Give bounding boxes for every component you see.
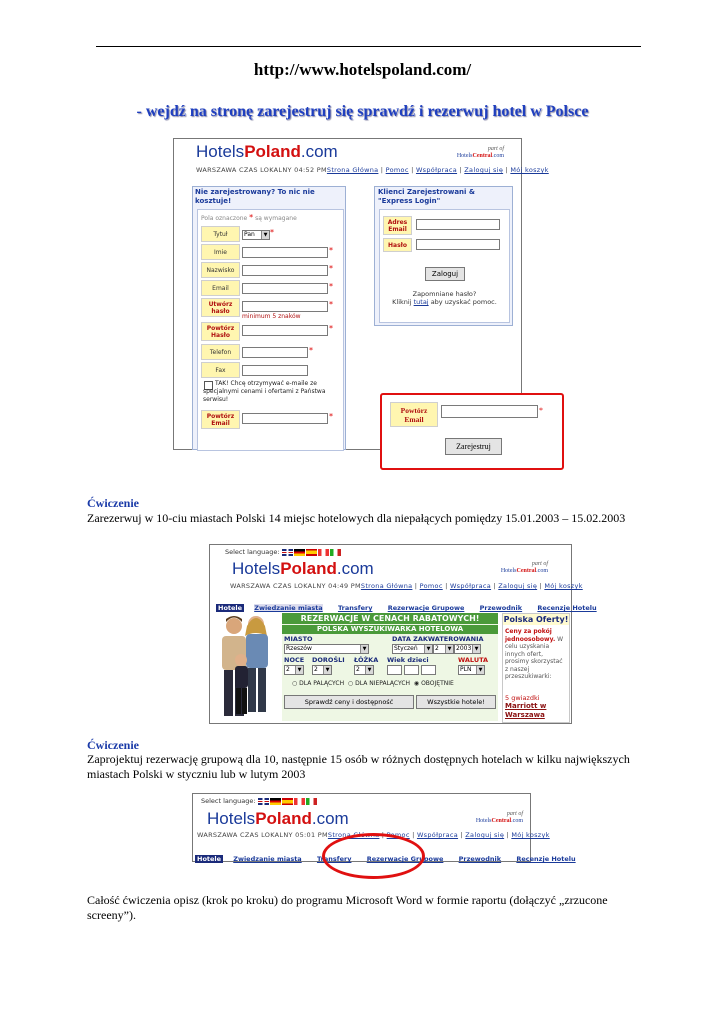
hc-hotels: Hotels — [456, 153, 473, 159]
tab-transfers[interactable]: Transfery — [316, 855, 352, 863]
hc-com: .com — [536, 568, 548, 574]
child-age-input-3[interactable] — [421, 665, 436, 675]
label-repeat-password: Powtórz Hasło — [201, 322, 240, 341]
logo-hotels: Hotels — [196, 142, 245, 161]
currency-label: WALUTA — [458, 656, 489, 664]
tab-group-bookings[interactable]: Rezerwacje Grupowe — [387, 604, 465, 612]
promo-stars: 5 gwiazdki — [505, 694, 540, 702]
label-email: Email — [201, 280, 240, 296]
final-line1: Całość ćwiczenia opisz (krok po kroku) do programu Microsoft Word w formie raportu (dołączyć „zrzucone — [87, 893, 608, 907]
nav-home[interactable]: Strona Główna — [327, 831, 380, 839]
exercise2-text — [87, 752, 647, 782]
nav-help[interactable]: Pomoc — [386, 831, 410, 839]
clock-time: 05:01 PM — [295, 831, 328, 839]
login-title-line2: "Express Login" — [378, 197, 441, 205]
french-flag-icon[interactable] — [294, 798, 305, 805]
children-age-label: Wiek dzieci — [387, 656, 429, 664]
required-star: * — [309, 346, 313, 355]
exercise1-text: Zarezerwuj w 10-ciu miastach Polski 14 miejsc hotelowych dla niepałących pomiędzy 15.01.2003 – 15.02.2003 — [87, 511, 626, 525]
partner-badge — [461, 811, 523, 825]
hc-central: Central — [491, 818, 512, 824]
radio-smokers-label: DLA PALĄCYCH — [299, 680, 345, 687]
currency-select[interactable]: PLN ▼ — [458, 665, 485, 675]
local-time-bar: WARSZAWA CZAS LOKALNY 04:52 PMStrona Główna | Pomoc | Współpraca | Zaloguj się | Mój koszyk — [196, 166, 549, 174]
promo-hotel-line2: Warszawa — [505, 711, 545, 719]
promo-hotel-link[interactable] — [505, 702, 546, 720]
tab-hotels[interactable]: Hotele — [197, 855, 222, 863]
radio-any-icon[interactable]: ◉ — [413, 680, 420, 687]
logo-com: .com — [300, 142, 338, 161]
zoom-repeat-email-input[interactable] — [441, 405, 538, 418]
day-select[interactable]: 2 ▼ — [433, 644, 454, 654]
required-note-prefix: Pola oznaczone — [201, 215, 248, 222]
password-hint: minimum 5 znaków — [242, 313, 301, 320]
final-line2: screeny”). — [87, 908, 136, 922]
logo-poland: Poland — [244, 142, 301, 161]
required-star: * — [329, 412, 333, 421]
title-select[interactable]: Pan ▼ — [242, 230, 270, 240]
exercise2-line2: miastach Polski w styczniu lub w lutym 2003 — [87, 767, 306, 781]
email-input[interactable] — [242, 283, 328, 294]
label-create-password: Utwórz hasło — [201, 298, 240, 317]
required-star: * — [329, 300, 333, 309]
french-flag-icon[interactable] — [318, 549, 329, 556]
forgot-suffix: aby uzyskać pomoc. — [430, 298, 497, 306]
logo-hotels: Hotels — [232, 559, 281, 578]
label-title: Tytuł — [201, 226, 240, 242]
register-title — [195, 188, 315, 206]
login-email-input[interactable] — [416, 219, 500, 230]
login-title — [378, 188, 475, 206]
label-last-name: Nazwisko — [201, 262, 240, 278]
tab-group-bookings[interactable]: Rezerwacje Grupowe — [366, 855, 444, 863]
adults-select[interactable]: 2 ▼ — [312, 665, 332, 675]
spanish-flag-icon[interactable] — [282, 798, 293, 805]
tab-reviews[interactable]: Recenzje Hotelu — [537, 604, 597, 612]
part-of-text: part of — [487, 146, 504, 152]
label-repeat-email: Powtórz Email — [201, 410, 240, 429]
select-language-label: Select language: — [201, 797, 256, 805]
family-photo — [212, 612, 278, 720]
required-note-suffix: są wymagane — [255, 215, 297, 222]
child-age-input-2[interactable] — [404, 665, 419, 675]
label-fax: Fax — [201, 362, 240, 378]
part-of-text: part of — [531, 561, 548, 567]
register-title-line1: Nie zarejestrowany? To nic nie — [195, 188, 315, 196]
language-bar — [225, 548, 342, 556]
clock-time: 04:49 PM — [328, 582, 361, 590]
promo-body: celu uzyskania innych ofert, prosimy skorzystać z naszej przeszukiwarki: — [505, 643, 563, 680]
logo-poland: Poland — [255, 809, 312, 828]
login-pane — [374, 186, 513, 326]
login-form — [379, 209, 510, 323]
hc-hotels: Hotels — [500, 568, 517, 574]
exercise1-heading: Ćwiczenie — [87, 496, 139, 510]
register-title-line2: kosztuje! — [195, 197, 232, 205]
tab-sightseeing[interactable]: Zwiedzanie miasta — [254, 604, 323, 612]
login-button[interactable]: Zaloguj — [425, 267, 465, 281]
month-select[interactable]: Styczeń ▼ — [392, 644, 433, 654]
search-panel — [282, 613, 498, 721]
label-login-password: Hasło — [383, 238, 412, 252]
zoom-callout — [380, 393, 564, 470]
exercise2-line1: Zaprojektuj rezerwację grupową dla 10, następnie 15 osób w różnych dostępnych hotelach w kilku największych — [87, 752, 630, 766]
tab-guide[interactable]: Przewodnik — [458, 855, 502, 863]
label-phone: Telefon — [201, 344, 240, 360]
login-password-input[interactable] — [416, 239, 500, 250]
nav-cart[interactable]: Mój koszyk — [544, 582, 583, 590]
password-input[interactable] — [242, 301, 328, 312]
repeat-password-input[interactable] — [242, 325, 328, 336]
check-prices-button[interactable]: Sprawdź ceny i dostępność — [284, 695, 414, 709]
highlight-ellipse — [322, 833, 425, 879]
nav-cart[interactable]: Mój koszyk — [511, 831, 550, 839]
nav-home[interactable]: Strona Główna — [360, 582, 413, 590]
year-select[interactable]: 2003 ▼ — [454, 644, 481, 654]
partner-badge — [444, 146, 504, 160]
tab-sightseeing[interactable]: Zwiedzanie miasta — [233, 855, 302, 863]
nav-cart[interactable]: Mój koszyk — [510, 166, 549, 174]
nav-login[interactable]: Zaloguj się — [464, 166, 504, 174]
top-rule — [96, 46, 641, 47]
language-bar — [201, 797, 318, 805]
promo-w: W — [557, 635, 564, 643]
checkin-label: DATA ZAKWATEROWANIA — [392, 635, 484, 643]
phone-input[interactable] — [242, 347, 308, 358]
nav-home[interactable]: Strona Główna — [326, 166, 379, 174]
forgot-prefix: Kliknij — [392, 298, 412, 306]
promo-bold: Ceny za pokój jednoosobowy. — [505, 628, 556, 643]
logo-poland: Poland — [280, 559, 337, 578]
last-name-input[interactable] — [242, 265, 328, 276]
city-label: MIASTO — [284, 635, 313, 643]
local-time-bar: WARSZAWA CZAS LOKALNY 04:49 PMStrona Główna | Pomoc | Współpraca | Zaloguj się | Mój koszyk — [230, 582, 583, 590]
italian-flag-icon[interactable] — [330, 549, 341, 556]
smoking-options — [292, 680, 454, 687]
german-flag-icon[interactable] — [270, 798, 281, 805]
child-age-input-1[interactable] — [387, 665, 402, 675]
nav-login[interactable]: Zaloguj się — [498, 582, 538, 590]
german-flag-icon[interactable] — [294, 549, 305, 556]
beds-label: ŁÓŻKA — [354, 656, 379, 664]
page-url: http://www.hotelspoland.com/ — [253, 60, 472, 79]
nav-cooperation[interactable]: Współpraca — [415, 166, 458, 174]
select-language-label: Select language: — [225, 548, 280, 556]
uk-flag-icon[interactable] — [258, 798, 269, 805]
nights-label: NOCE — [284, 656, 305, 664]
radio-nonsmokers-icon[interactable]: ○ — [347, 680, 354, 687]
promo-title: Polska Oferty! — [503, 615, 569, 624]
forgot-line2 — [380, 298, 509, 306]
register-button[interactable]: Zarejestruj — [445, 438, 502, 455]
required-star: * — [329, 282, 333, 291]
required-note — [201, 213, 297, 222]
zoom-required-star: * — [539, 406, 543, 415]
clock-label: WARSZAWA CZAS LOKALNY — [196, 166, 292, 174]
nights-select[interactable]: 2 ▼ — [284, 665, 304, 675]
required-star: * — [329, 324, 333, 333]
zoom-repeat-email-label: Powtórz Email — [390, 402, 438, 427]
clock-label: WARSZAWA CZAS LOKALNY — [197, 831, 293, 839]
label-first-name: Imie — [201, 244, 240, 260]
promo-text — [505, 628, 567, 681]
logo-com: .com — [311, 809, 349, 828]
required-star: * — [270, 228, 274, 237]
tab-guide[interactable]: Przewodnik — [479, 604, 523, 612]
register-form — [197, 209, 344, 451]
radio-smokers-icon[interactable]: ○ — [292, 680, 298, 687]
required-star: * — [329, 264, 333, 273]
logo-com: .com — [336, 559, 374, 578]
beds-select[interactable]: 2 ▼ — [354, 665, 374, 675]
radio-any-label: OBOJĘTNIE — [421, 680, 454, 687]
hc-hotels: Hotels — [475, 818, 492, 824]
promo-hotel-line1: Marriott w — [505, 702, 547, 710]
clock-label: WARSZAWA CZAS LOKALNY — [230, 582, 326, 590]
forgot-line1: Zapomniane hasło? — [412, 290, 477, 298]
uk-flag-icon[interactable] — [282, 549, 293, 556]
logo-hotels: Hotels — [207, 809, 256, 828]
local-time-bar: WARSZAWA CZAS LOKALNY 05:01 PMStrona Główna | Pomoc | Współpraca | Zaloguj się | Mój koszyk — [197, 831, 550, 839]
site-logo — [232, 559, 374, 579]
tab-reviews[interactable]: Recenzje Hotelu — [516, 855, 576, 863]
nav-cooperation[interactable]: Współpraca — [449, 582, 492, 590]
clock-time: 04:52 PM — [294, 166, 327, 174]
hc-com: .com — [511, 818, 523, 824]
site-logo — [196, 142, 338, 162]
page-subtitle: - wejdź na stronę zarejestruj się sprawdź i rezerwuj hotel w Polsce — [136, 103, 589, 120]
register-pane — [192, 186, 346, 450]
all-hotels-button[interactable]: Wszystkie hotele! — [416, 695, 496, 709]
exercise2-heading: Ćwiczenie — [87, 738, 139, 752]
first-name-input[interactable] — [242, 247, 328, 258]
site-logo — [207, 809, 349, 829]
final-instructions — [87, 893, 647, 923]
nav-login[interactable]: Zaloguj się — [465, 831, 505, 839]
italian-flag-icon[interactable] — [306, 798, 317, 805]
screenshot-search — [209, 544, 597, 724]
label-login-email: Adres Email — [383, 216, 412, 235]
radio-nonsmokers-label: DLA NIEPALĄCYCH — [355, 680, 411, 687]
tab-hotels[interactable]: Hotele — [218, 604, 243, 612]
part-of-text: part of — [506, 811, 523, 817]
newsletter-text: TAK! Chcę otrzymywać e-maile ze specjalnymi cenami i ofertami z Państwa serwisu! — [203, 380, 326, 403]
tab-transfers[interactable]: Transfery — [337, 604, 373, 612]
city-select[interactable]: Rzeszów ▼ — [284, 644, 369, 654]
forgot-link[interactable]: tutaj — [413, 298, 429, 306]
search-engine-banner: POLSKA WYSZUKIWARKA HOTELOWA — [282, 625, 498, 634]
login-title-line1: Klienci Zarejestrowani & — [378, 188, 475, 196]
nav-help[interactable]: Pomoc — [385, 166, 409, 174]
fax-input[interactable] — [242, 365, 308, 376]
partner-badge — [490, 561, 548, 575]
hc-central: Central — [472, 153, 493, 159]
forgot-password-text — [380, 290, 509, 306]
nav-cooperation[interactable]: Współpraca — [416, 831, 459, 839]
required-star: * — [329, 246, 333, 255]
hc-com: .com — [492, 153, 504, 159]
hc-central: Central — [516, 568, 537, 574]
promo-box — [502, 613, 570, 723]
required-note-star: * — [249, 213, 254, 222]
repeat-email-input[interactable] — [242, 413, 328, 424]
nav-help[interactable]: Pomoc — [419, 582, 443, 590]
discount-banner: REZERWACJE W CENACH RABATOWYCH! — [282, 613, 498, 624]
spanish-flag-icon[interactable] — [306, 549, 317, 556]
adults-label: DOROŚLI — [312, 656, 345, 664]
